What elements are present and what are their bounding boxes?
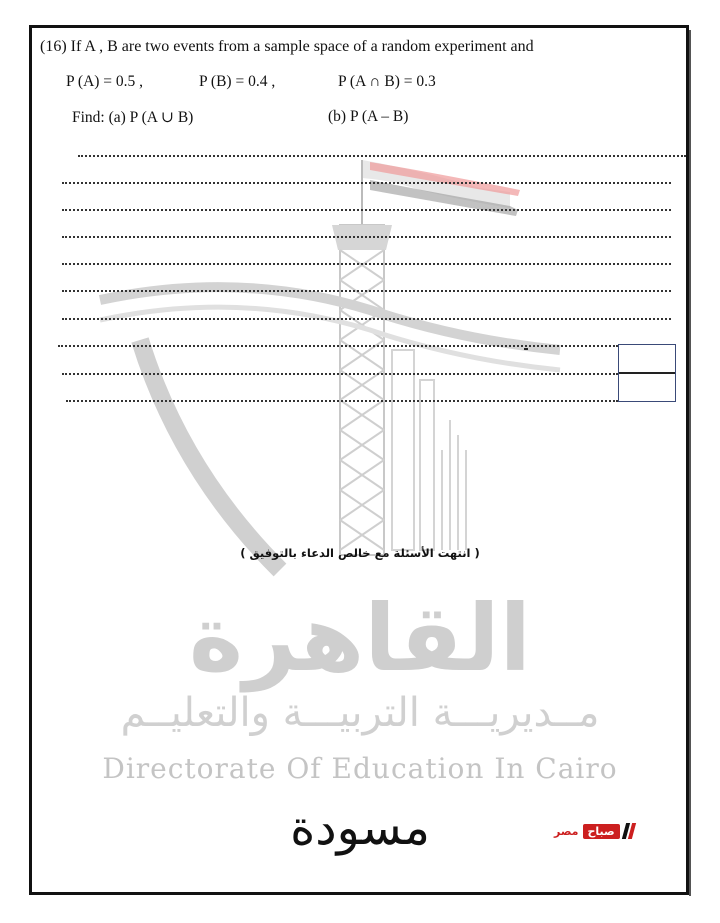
answer-line[interactable] <box>62 263 671 265</box>
brand-word: مصر <box>554 824 579 838</box>
watermark-cairo-arabic: القاهرة <box>188 585 532 692</box>
answer-line[interactable] <box>78 155 686 157</box>
watermark-directorate-english: Directorate Of Education In Cairo <box>102 752 618 785</box>
stray-mark <box>524 348 528 350</box>
answer-line[interactable] <box>62 182 671 184</box>
answer-line[interactable] <box>66 400 618 402</box>
question-line-1: (16) If A , B are two events from a sample space of a random experiment and <box>40 38 534 55</box>
brand-bars-icon <box>624 823 634 839</box>
buildings <box>392 350 466 550</box>
answer-line[interactable] <box>58 345 618 347</box>
page-border-shadow <box>689 30 691 896</box>
find-part-a: Find: (a) P (A ∪ B) <box>72 109 194 126</box>
answer-line[interactable] <box>62 318 671 320</box>
answer-line[interactable] <box>62 373 618 375</box>
draft-label: مسودة <box>290 800 430 856</box>
probability-b: P (B) = 0.4 , <box>199 73 276 90</box>
answer-line[interactable] <box>62 290 671 292</box>
answer-line[interactable] <box>62 209 671 211</box>
answer-line[interactable] <box>62 236 671 238</box>
watermark-directorate-arabic: مــديريـــة التربيـــة والتعليــم <box>120 690 600 736</box>
probability-a-and-b: P (A ∩ B) = 0.3 <box>338 73 436 90</box>
probability-a: P (A) = 0.5 , <box>66 73 144 90</box>
brand-pill: صباح <box>583 824 620 839</box>
sabah-masr-logo <box>554 822 634 840</box>
closing-note: ( انتهت الأسئلة مع خالص الدعاء بالتوفيق ) <box>240 546 480 560</box>
score-box <box>618 344 676 402</box>
find-part-b: (b) P (A – B) <box>328 108 409 125</box>
